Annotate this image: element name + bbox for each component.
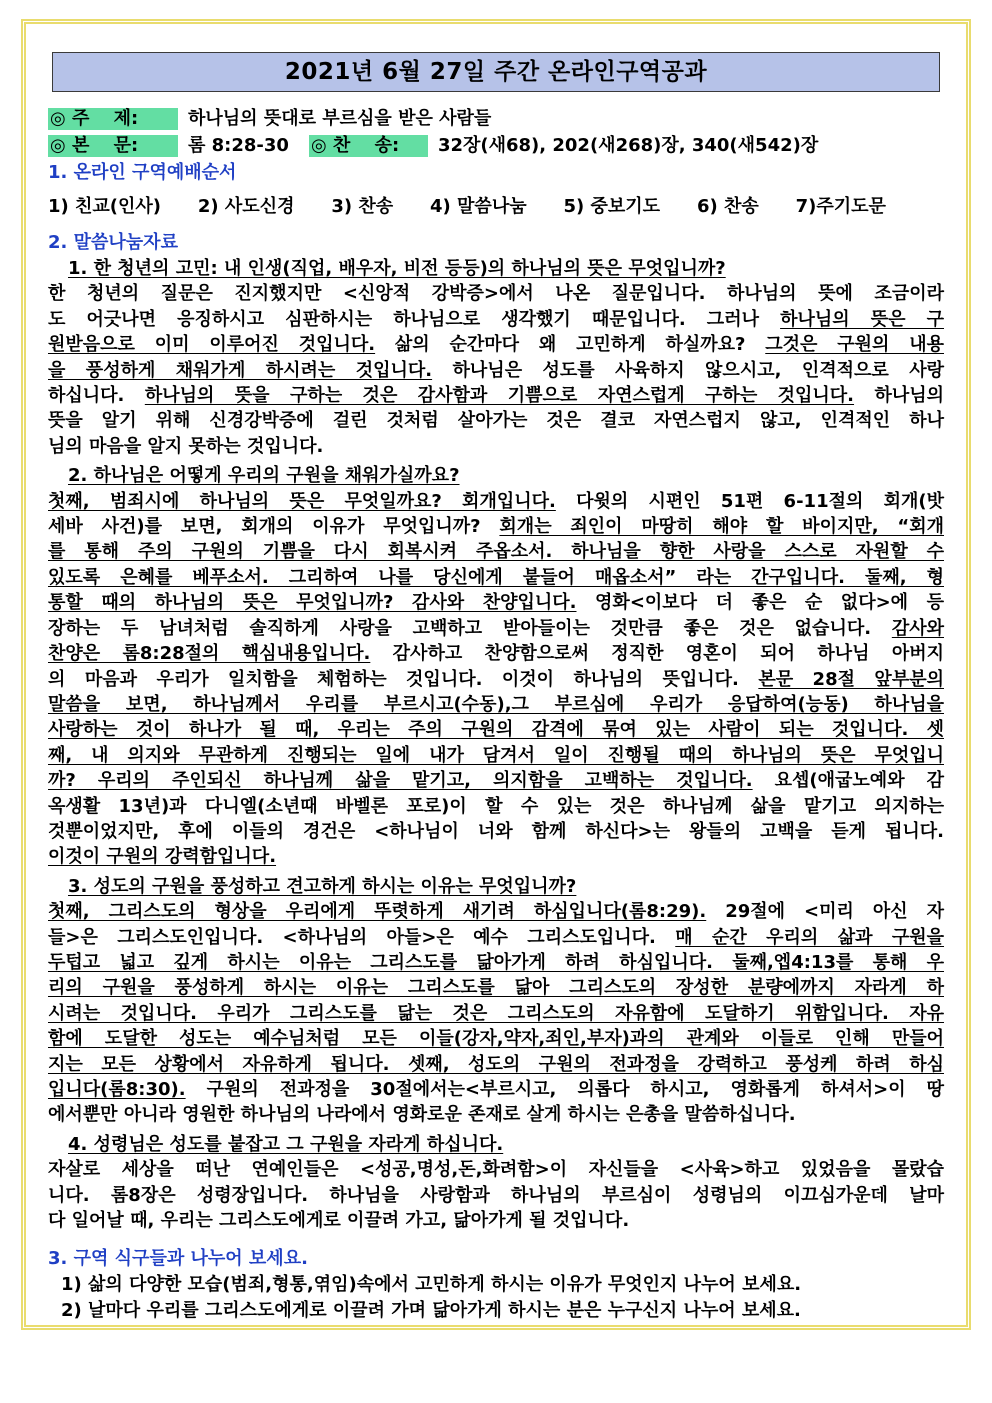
- underlined-text: 하나님의 뜻을 구하는 것은 감사함과 기쁨으로 자연스럽게 구하는 것입니다.: [144, 385, 855, 407]
- underlined-text: 시려는 것입니다. 우리가 그리스도를 닮는 것은 그리스도의 자유함에 도달하기 위함입니다. 자유: [48, 1002, 944, 1024]
- scripture-hymn-row: [48, 132, 944, 159]
- paragraph-line: [48, 844, 944, 869]
- worship-order-list: [48, 193, 886, 220]
- paragraph-line: [48, 616, 944, 641]
- part-heading: 1. 한 청년의 고민: 내 인생(직업, 배우자, 비전 등등)의 하나님의 뜻은 무엇입니까?: [68, 258, 726, 279]
- text-segment: 것뿐이었지만, 후에 이들의 경건은 <하나님이 너와 함께 하신다>는 왕들의 고백을 듣게 됩니다.: [48, 820, 944, 842]
- paragraph-line: [48, 1077, 944, 1102]
- text-segment: 의 마음과 우리가 일치함을 체험하는 것입니다. 이것이 하나님의 뜻입니다.: [48, 668, 759, 690]
- theme-row: [48, 105, 944, 132]
- paragraph-line: [48, 514, 944, 539]
- text-segment: 님의 마음을 알지 못하는 것입니다.: [48, 435, 324, 457]
- paragraph-line: [48, 692, 944, 717]
- paragraph-line: [48, 717, 944, 742]
- underlined-text: 두텁고 넓고 깊게 하시는 이유는 그리스도를 닮아가게 하려 하심입니다. 둘째,엡4:13를 통해 우: [48, 951, 944, 973]
- text-segment: 옥생활 13년)과 다니엘(소년때 바벨론 포로)이 할 수 있는 것은 하나님께 삶을 맡기고 의지하는: [48, 795, 944, 817]
- underlined-text: 지는 모든 상황에서 자유하게 됩니다. 셋째, 성도의 구원의 전과정을 강력하고 풍성케 하려 하심: [48, 1053, 944, 1075]
- worship-order-item: 3) 찬송: [331, 196, 394, 217]
- scripture-label: ◎ 본 문:: [48, 135, 178, 157]
- paragraph-line: [48, 383, 944, 408]
- discussion-heading: 3. 구역 식구들과 나누어 보세요.: [48, 1248, 308, 1270]
- text-segment: 영화<이보다 더 좋은 순 없다>에 등: [576, 592, 944, 614]
- text-segment: 하나님의: [854, 385, 945, 407]
- text-segment: 에서뿐만 아니라 영원한 하나님의 나라에서 영화로운 존재로 살게 하시는 은총을 말씀하십니다.: [48, 1104, 796, 1126]
- theme-value: 하나님의 뜻대로 부르심을 받은 사람들: [188, 108, 492, 129]
- text-segment: 다윗의 시편인 51편 6-11절의 회개(밧: [555, 490, 945, 512]
- underlined-text: 을 풍성하게 채워가게 하시려는 것입니다.: [48, 359, 433, 381]
- text-segment: 자살로 세상을 떠난 연예인들은 <성공,명성,돈,화려함>이 자신들을 <사육>하고 있었음을 몰랐습: [48, 1159, 944, 1181]
- text-segment: 하나님은 성도를 사육하지 않으시고, 인격적으로 사랑: [432, 359, 944, 381]
- paragraph-line: [48, 1052, 944, 1077]
- reading-part-3: [48, 874, 944, 1128]
- underlined-text: 함에 도달한 성도는 예수님처럼 모든 이들(강자,약자,죄인,부자)과의 관계와 이들로 인해 만들어: [48, 1028, 944, 1050]
- text-segment: 도 어긋나면 응징하시고 심판하시는 하나님으로 생각했기 때문입니다. 그러나: [48, 308, 781, 330]
- text-segment: 니다. 롬8장은 성령장입니다. 하나님을 사랑함과 하나님의 부르심이 성령님의 이끄심가운데 날마: [48, 1184, 944, 1206]
- paragraph-line: [48, 358, 944, 383]
- text-segment: 들>은 그리스도인입니다. <하나님의 아들>은 예수 그리스도입니다.: [48, 926, 676, 948]
- underlined-text: 리의 구원을 풍성하게 하시는 이유는 그리스도를 닮아 그리스도의 장성한 분량에까지 자라게 하: [48, 977, 944, 999]
- underlined-text: 첫째, 범죄시에 하나님의 뜻은 무엇일까요? 회개입니다.: [48, 490, 556, 512]
- worship-order-item: 2) 사도신경: [197, 196, 295, 217]
- underlined-text: 찬양은 롬8:28절의 핵심내용입니다.: [48, 643, 371, 665]
- underlined-text: 이것이 구원의 강력함입니다.: [48, 846, 277, 868]
- sharing-material-body: [48, 256, 944, 1233]
- text-segment: 한 청년의 질문은 진지했지만 <신앙적 강박증>에서 나온 질문입니다. 하나님의 뜻에 조금이라: [48, 283, 944, 305]
- part-heading: 3. 성도의 구원을 풍성하고 견고하게 하시는 이유는 무엇입니까?: [68, 875, 577, 897]
- text-segment: 요셉(애굽노예와 감: [752, 770, 944, 792]
- underlined-text: 하나님의 뜻은 구: [780, 308, 944, 330]
- paragraph-line: [48, 667, 944, 692]
- worship-order-item: 6) 찬송: [696, 196, 759, 217]
- underlined-text: 째, 내 의지와 무관하게 진행되는 일에 내가 담겨서 일이 진행될 때의 하나님의 뜻은 무엇입니: [48, 744, 944, 766]
- paragraph-line: [48, 1183, 944, 1208]
- underlined-text: 매 순간 우리의 삶과 구원을: [675, 926, 945, 948]
- paragraph-line: [48, 925, 944, 950]
- paragraph-line: [48, 434, 944, 459]
- part-heading: 2. 하나님은 어떻게 우리의 구원을 채워가실까요?: [68, 465, 460, 487]
- paragraph-line: [48, 950, 944, 975]
- paragraph-line: [48, 539, 944, 564]
- underlined-text: 말씀을 보면, 하나님께서 우리를 부르시고(수동),그 부르심에 우리가 응답하여(능동) 하나님을: [48, 693, 944, 715]
- underlined-text: 통할 때의 하나님의 뜻은 무엇입니까? 감사와 찬양입니다.: [48, 592, 577, 614]
- text-segment: 감사하고 찬양함으로써 정직한 영혼이 되어 하나님 아버지: [370, 643, 944, 665]
- paragraph-line: [48, 332, 944, 357]
- text-segment: 구원의 전과정을 30절에서는<부르시고, 의롭다 하시고, 영화롭게 하셔서>이 땅: [185, 1079, 944, 1100]
- text-segment: 삶의 순간마다 왜 고민하게 하실까요?: [375, 334, 766, 356]
- paragraph-line: [48, 641, 944, 666]
- paragraph-line: [48, 794, 944, 819]
- paragraph-line: [48, 281, 944, 306]
- underlined-text: 첫째, 그리스도의 형상을 우리에게 뚜렷하게 새기려 하심입니다(롬8:29).: [48, 901, 707, 923]
- underlined-text: 입니다(롬8:30).: [48, 1079, 186, 1100]
- underlined-text: 를 통해 주의 구원의 기쁨을 다시 회복시켜 주옵소서. 하나님을 향한 사랑을 스스로 자원할 수: [48, 541, 944, 563]
- discussion-question: 2) 날마다 우리를 그리스도에게로 이끌려 가며 닮아가게 하시는 분은 누구신지 나누어 보세요.: [61, 1299, 801, 1321]
- underlined-text: 회개는 죄인이 마땅히 해야 할 바이지만, “회개: [499, 516, 944, 538]
- text-segment: 다 일어날 때, 우리는 그리스도에게로 이끌려 가고, 닮아가게 될 것입니다.: [48, 1210, 630, 1232]
- paragraph-line: [48, 1157, 944, 1182]
- paragraph-line: [48, 768, 944, 793]
- sharing-material-heading: 2. 말씀나눔자료: [48, 232, 178, 253]
- paragraph-line: [48, 899, 944, 924]
- part-heading: 4. 성령님은 성도를 붙잡고 그 구원을 자라게 하십니다.: [68, 1133, 504, 1155]
- paragraph-line: [48, 1026, 944, 1051]
- reading-part-2: [48, 463, 944, 870]
- worship-order-item: 4) 말씀나눔: [430, 196, 527, 217]
- paragraph-line: [48, 975, 944, 1000]
- reading-part-1: [48, 256, 944, 459]
- paragraph-line: [48, 307, 944, 332]
- paragraph-line: [48, 819, 944, 844]
- scripture-value: 롬 8:28-30: [188, 135, 289, 156]
- underlined-text: 그것은 구원의 내용: [765, 334, 944, 356]
- underlined-text: 원받음으로 이미 이루어진 것입니다.: [48, 334, 376, 356]
- text-segment: 29절에 <미리 아신 자: [706, 901, 944, 923]
- text-segment: 장하는 두 남녀처럼 솔직하게 사랑을 고백하고 받아들이는 것만큼 좋은 것은 없습니다.: [48, 617, 892, 639]
- worship-order-item: 1) 친교(인사): [48, 196, 162, 217]
- underlined-text: 있도록 은혜를 베푸소서. 그리하여 나를 당신에게 붙들어 매옵소서” 라는 간구입니다. 둘째, 형: [48, 566, 944, 588]
- bulletin-content: [48, 105, 944, 1323]
- paragraph-line: [48, 1102, 944, 1127]
- theme-label: ◎ 주 제:: [48, 108, 178, 130]
- worship-order-item: 7)주기도문: [795, 196, 886, 217]
- discussion-question: 1) 삶의 다양한 모습(범죄,형통,엮임)속에서 고민하게 하시는 이유가 무엇인지 나누어 보세요.: [61, 1274, 802, 1296]
- paragraph-line: [48, 1208, 944, 1233]
- paragraph-line: [48, 1001, 944, 1026]
- underlined-text: 까? 우리의 주인되신 하나님께 삶을 맡기고, 의지함을 고백하는 것입니다.: [48, 770, 753, 792]
- worship-order-heading: 1. 온라인 구역예배순서: [48, 162, 237, 183]
- paragraph-line: [48, 590, 944, 615]
- paragraph-line: [48, 743, 944, 768]
- worship-order-item: 5) 중보기도: [563, 196, 661, 217]
- text-segment: 뜻을 알기 위해 신경강박증에 걸린 것처럼 살아가는 것은 결코 자연스럽지 않고, 인격적인 하나: [48, 410, 944, 432]
- text-segment: 세바 사건)를 보면, 회개의 이유가 무엇입니까?: [48, 516, 500, 538]
- paragraph-line: [48, 408, 944, 433]
- reading-part-4: [48, 1132, 944, 1234]
- underlined-text: 본문 28절 앞부분의: [758, 668, 944, 690]
- page-title: 2021년 6월 27일 주간 온라인구역공과: [52, 52, 940, 92]
- paragraph-line: [48, 489, 944, 514]
- hymn-value: 32장(새68), 202(새268)장, 340(새542)장: [437, 135, 819, 156]
- hymn-label: ◎ 찬 송:: [309, 135, 428, 157]
- text-segment: 하십니다.: [48, 385, 145, 407]
- underlined-text: 사랑하는 것이 하나가 될 때, 우리는 주의 구원의 감격에 묶여 있는 사람이 되는 것입니다. 셋: [48, 719, 944, 741]
- underlined-text: 감사와: [891, 617, 944, 639]
- paragraph-line: [48, 565, 944, 590]
